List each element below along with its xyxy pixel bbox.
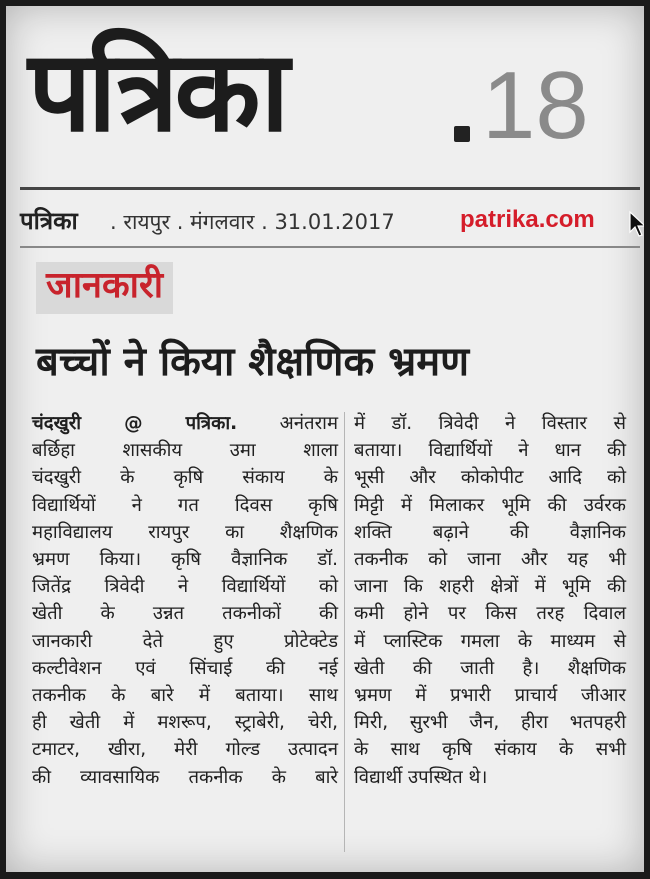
article-line: महाविद्यालय रायपुर का शैक्षणिक (32, 521, 338, 543)
section-kicker: जानकारी (36, 262, 173, 314)
article-line: बताया। विद्यार्थियों ने धान की (354, 440, 626, 462)
article-line: मिट्टी में मिलाकर भूमि की उर्वरक (354, 494, 626, 516)
dateline-brand: पत्रिका (20, 207, 78, 235)
article-line: विद्यार्थियों ने गत दिवस कृषि (32, 494, 338, 516)
article-line: जाना कि शहरी क्षेत्रों में भूमि की (354, 576, 626, 598)
article-line (32, 410, 338, 437)
newspaper-page (6, 6, 644, 872)
article-headline: बच्चों ने किया शैक्षणिक भ्रमण (36, 339, 470, 385)
article-line: कमी होने पर किस तरह दिवाल (354, 603, 626, 625)
dateline (20, 202, 640, 240)
masthead-brand: पत्रिका (28, 27, 286, 157)
article-line: जितेंद्र त्रिवेदी ने विद्यार्थियों को (32, 576, 338, 598)
article-line: की व्यावसायिक तकनीक के बारे (32, 766, 338, 788)
byline-continuation: अनंतराम (237, 413, 339, 434)
masthead-rule (20, 187, 640, 190)
mouse-pointer-icon (628, 210, 644, 238)
article-line: तकनीक के बारे में बताया। साथ (32, 685, 338, 707)
article-line: टमाटर, खीरा, मेरी गोल्ड उत्पादन (32, 739, 338, 761)
article-line: विद्यार्थी उपस्थित थे। (354, 766, 488, 788)
dateline-text: . रायपुर . मंगलवार . 31.01.2017 (110, 210, 395, 234)
article-line: कल्टीवेशन एवं सिंचाई की नई (32, 657, 338, 679)
article-line: भूसी और कोकोपीट आदि को (354, 467, 626, 489)
article-line: ही खेती में मशरूप, स्ट्राबेरी, चेरी, (32, 712, 338, 734)
page-number: 18 (482, 52, 589, 159)
article-line: मिरी, सुरभी जैन, हीरा भतपहरी (354, 712, 626, 734)
article-line: भ्रमण में प्रभारी प्राचार्य जीआर (354, 685, 626, 707)
article-line: शक्ति बढ़ाने की वैज्ञानिक (354, 521, 626, 543)
article-line: भ्रमण किया। कृषि वैज्ञानिक डॉ. (32, 549, 338, 571)
article-line: बर्छिहा शासकीय उमा शाला (32, 440, 338, 462)
article-column-right (354, 410, 626, 791)
article-line: तकनीक को जाना और यह भी (354, 549, 626, 571)
article-line: जानकारी देते हुए प्रोटेक्टेड (32, 630, 338, 652)
article-column-left (32, 410, 338, 791)
site-link[interactable]: patrika.com (460, 206, 595, 233)
article-line: में डॉ. त्रिवेदी ने विस्तार से (354, 413, 626, 434)
article-line: खेती के उन्नत तकनीकों की (32, 603, 338, 625)
dateline-rule (20, 246, 640, 248)
article-byline: चंदखुरी @ पत्रिका. (32, 413, 238, 434)
article-line: चंदखुरी के कृषि संकाय के (32, 467, 338, 489)
masthead-dot (454, 126, 470, 142)
article-line: में प्लास्टिक गमला के माध्यम से (354, 630, 626, 652)
masthead (14, 26, 614, 176)
article-line: खेती की जाती है। शैक्षणिक (354, 657, 626, 679)
column-divider (344, 412, 345, 852)
article-line: के साथ कृषि संकाय के सभी (354, 739, 626, 761)
